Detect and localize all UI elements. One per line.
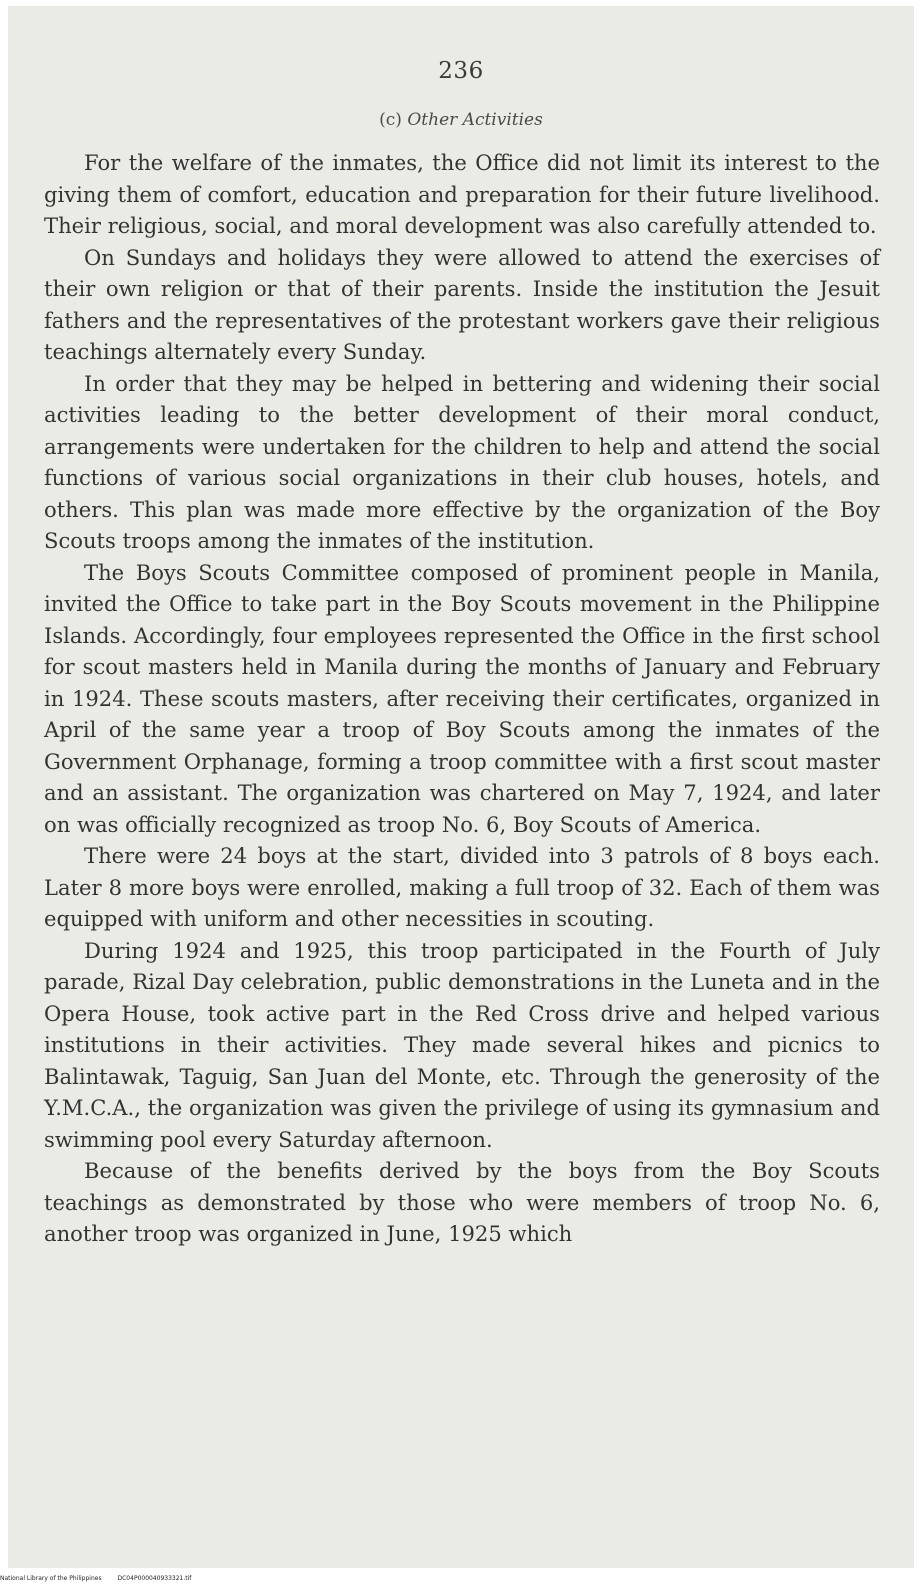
- section-title: Other Activities: [407, 110, 543, 130]
- paragraph-5: There were 24 boys at the start, divided into 3 patrols of 8 boys each. Later 8 more boys were enrolled, making a full troop of 32. Each of them was equipped with uniform and other necessities in scouting.: [44, 843, 880, 931]
- scan-footer: [0, 1575, 205, 1582]
- body-text: [44, 147, 880, 1250]
- document-page: [8, 6, 914, 1568]
- paragraph-3: In order that they may be helped in bettering and widening their social activities leading to the better development of their moral conduct, arrangements were undertaken for the children to help and attend the social functions of various social organizations in their club houses, hotels, and others. This plan was made more effective by the organization of the Boy Scouts troops among the inmates of the institution.: [44, 370, 880, 553]
- footer-code: DC04P000040933321.tif: [117, 1575, 192, 1582]
- page-number: 236: [438, 58, 484, 84]
- section-marker: (c): [379, 110, 402, 130]
- paragraph-1: For the welfare of the inmates, the Office did not limit its interest to the giving them of comfort, education and preparation for their future livelihood. Their religious, social, and moral development was also carefully attended to.: [44, 150, 880, 238]
- paragraph-6: During 1924 and 1925, this troop participated in the Fourth of July parade, Rizal Day celebration, public demonstrations in the Luneta and in the Opera House, took active part in the Red Cross drive and helped various institutions in their activities. They made several hikes and picnics to Balintawak, Taguig, San Juan del Monte, etc. Through the generosity of the Y.M.C.A., the organization was given the privilege of using its gymnasium and swimming pool every Saturday afternoon.: [44, 937, 880, 1152]
- footer-library: National Library of the Philippines: [0, 1575, 102, 1582]
- paragraph-2: On Sundays and holidays they were allowed to attend the exercises of their own religion or that of their parents. Inside the institution the Jesuit fathers and the representatives of the protestant workers gave their religious teachings alternately every Sunday.: [44, 244, 880, 364]
- paragraph-7: Because of the benefits derived by the boys from the Boy Scouts teachings as demonstrated by those who were members of troop No. 6, another troop was organized in June, 1925 which: [44, 1158, 880, 1246]
- section-heading: [8, 110, 914, 130]
- paragraph-4: The Boys Scouts Committee composed of prominent people in Manila, invited the Office to take part in the Boy Scouts movement in the Philippine Islands. Accordingly, four employees represented the Office in the first school for scout masters held in Manila during the months of January and February in 1924. These scouts masters, after receiving their certificates, organized in April of the same year a troop of Boy Scouts among the inmates of the Government Orphanage, forming a troop committee with a first scout master and an assistant. The organization was chartered on May 7, 1924, and later on was officially recognized as troop No. 6, Boy Scouts of America.: [44, 559, 880, 837]
